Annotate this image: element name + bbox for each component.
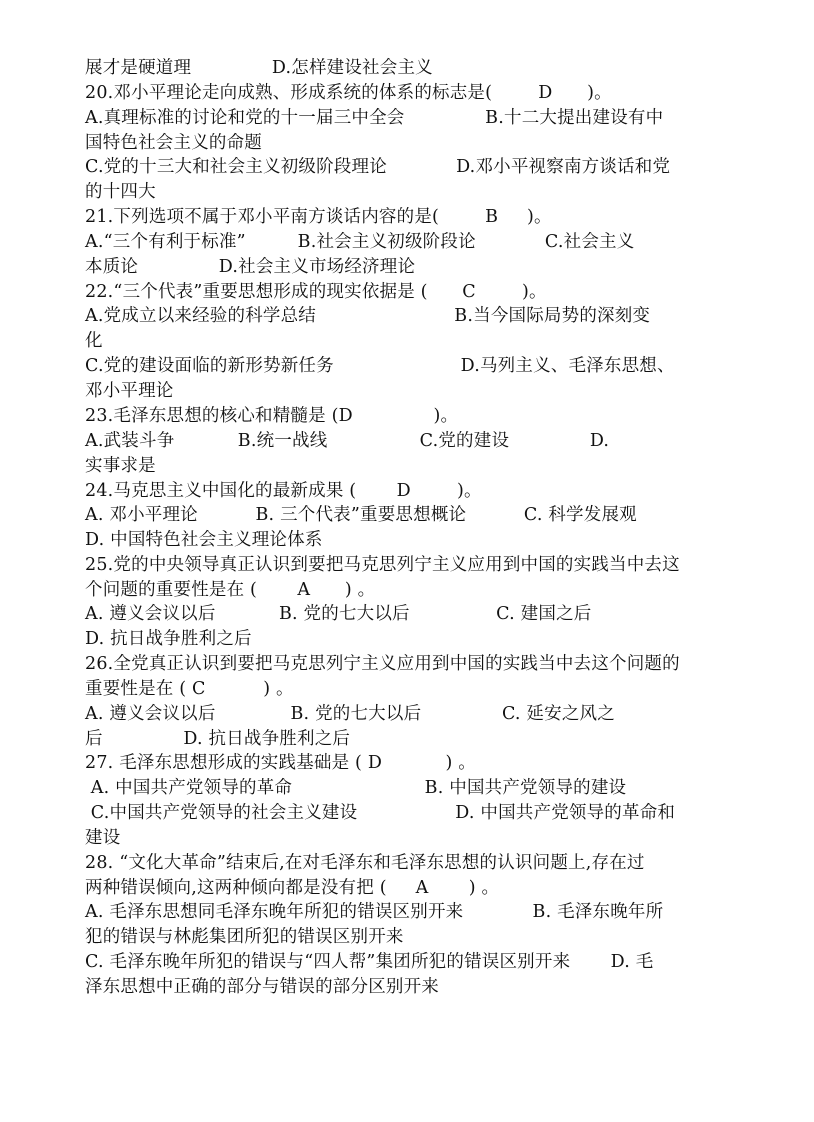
text-line: 泽东思想中正确的部分与错误的部分区别开来 [85, 977, 439, 997]
question-26: 26.全党真正认识到要把马克思列宁主义应用到中国的实践当中去这个问题的 [85, 654, 680, 674]
text-line: D. 抗日战争胜利之后 [85, 629, 252, 649]
question-20: 20.邓小平理论走向成熟、形成系统的体系的标志是( D )。 [85, 83, 612, 103]
text-line: 犯的错误与林彪集团所犯的错误区别开来 [85, 927, 404, 947]
question-25: 25.党的中央领导真正认识到要把马克思列宁主义应用到中国的实践当中去这 [85, 555, 680, 575]
text-line: A. 中国共产党领导的革命 B. 中国共产党领导的建设 [85, 778, 627, 798]
text-line: A. 遵义会议以后 B. 党的七大以后 C. 建国之后 [85, 604, 592, 624]
text-line: C.党的建设面临的新形势新任务 D.马列主义、毛泽东思想、 [85, 356, 675, 376]
text-line: 个问题的重要性是在 ( A ) 。 [85, 580, 376, 600]
text-line: C. 毛泽东晚年所犯的错误与“四人帮”集团所犯的错误区别开来 D. 毛 [85, 952, 654, 972]
question-22: 22.“三个代表”重要思想形成的现实依据是 ( C )。 [85, 282, 547, 302]
text-line: 的十四大 [85, 182, 156, 202]
question-27: 27. 毛泽东思想形成的实践基础是 ( D ) 。 [85, 753, 476, 773]
text-line: 化 [85, 331, 103, 351]
text-line: 展才是硬道理 D.怎样建设社会主义 [85, 58, 433, 78]
text-line: D. 中国特色社会主义理论体系 [85, 530, 323, 550]
text-line: 建设 [85, 828, 121, 848]
text-line: C.中国共产党领导的社会主义建设 D. 中国共产党领导的革命和 [85, 803, 676, 823]
question-28: 28. “文化大革命”结束后,在对毛泽东和毛泽东思想的认识问题上,存在过 [85, 853, 645, 873]
text-line: A. 毛泽东思想同毛泽东晚年所犯的错误区别开来 B. 毛泽东晚年所 [85, 902, 664, 922]
text-line: 实事求是 [85, 456, 156, 476]
text-line: A.“三个有利于标准” B.社会主义初级阶段论 C.社会主义 [85, 232, 635, 252]
text-line: A.党成立以来经验的科学总结 B.当今国际局势的深刻变 [85, 306, 651, 326]
text-line: C.党的十三大和社会主义初级阶段理论 D.邓小平视察南方谈话和党 [85, 157, 671, 177]
text-line: 本质论 D.社会主义市场经济理论 [85, 257, 416, 277]
text-line: 后 D. 抗日战争胜利之后 [85, 729, 351, 749]
text-line: A. 邓小平理论 B. 三个代表”重要思想概论 C. 科学发展观 [85, 505, 637, 525]
text-line: A.真理标准的讨论和党的十一届三中全会 B.十二大提出建设有中 [85, 108, 664, 128]
text-line: A. 遵义会议以后 B. 党的七大以后 C. 延安之风之 [85, 704, 615, 724]
question-24: 24.马克思主义中国化的最新成果 ( D )。 [85, 481, 482, 501]
text-line: A.武装斗争 B.统一战线 C.党的建设 D. [85, 431, 610, 451]
question-21: 21.下列选项不属于邓小平南方谈话内容的是( B )。 [85, 207, 552, 227]
text-line: 两种错误倾向,这两种倾向都是没有把 ( A ) 。 [85, 878, 500, 898]
text-line: 重要性是在 ( C ) 。 [85, 679, 294, 699]
text-line: 邓小平理论 [85, 381, 174, 401]
text-line: 国特色社会主义的命题 [85, 133, 262, 153]
question-23: 23.毛泽东思想的核心和精髓是 (D )。 [85, 406, 459, 426]
